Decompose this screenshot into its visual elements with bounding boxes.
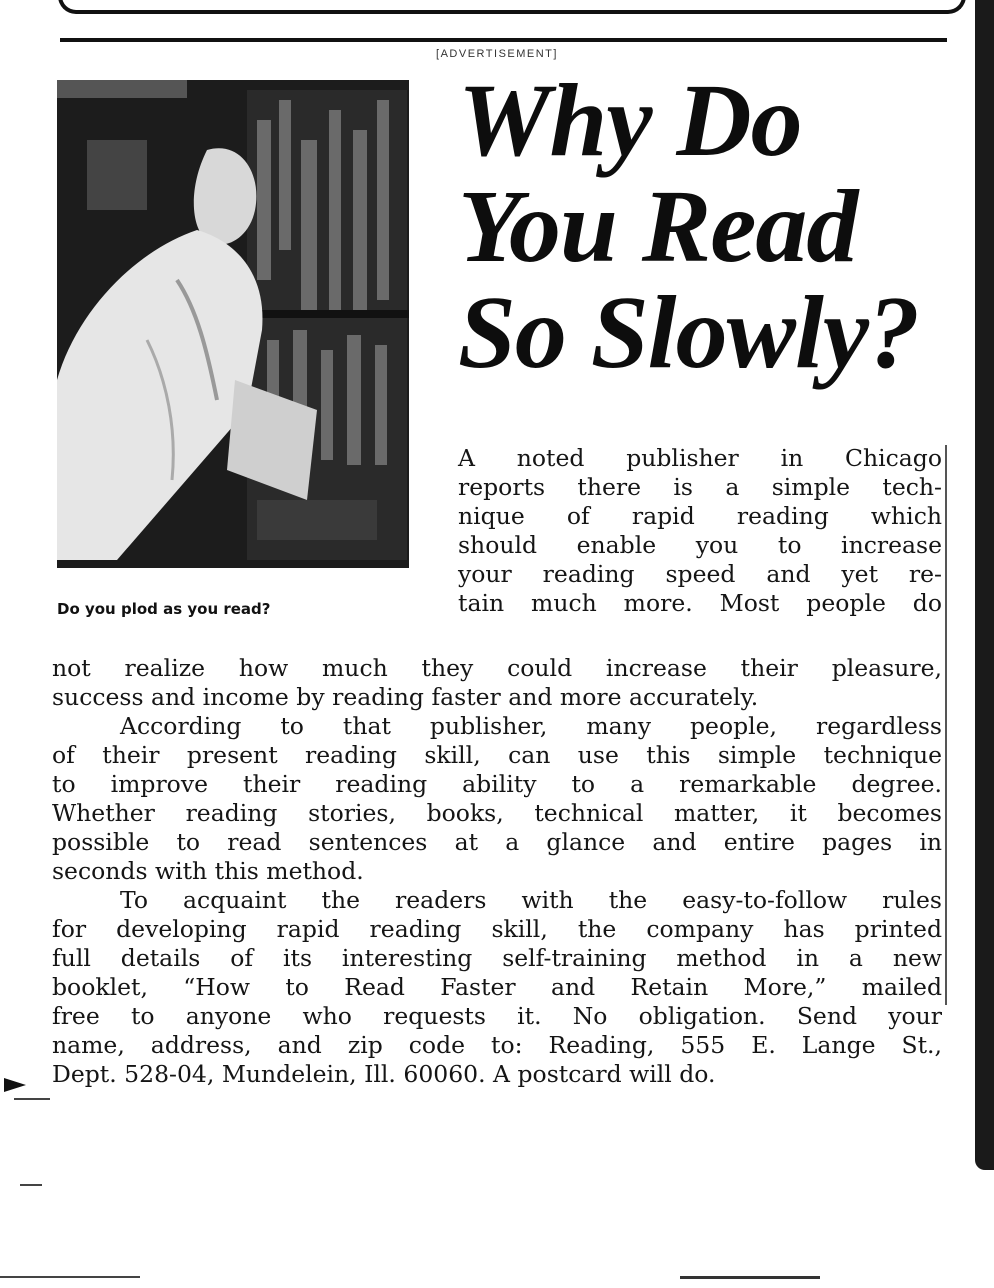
body-line: for developing rapid reading skill, the company has printed: [52, 915, 942, 943]
page-edge-bar: [975, 0, 994, 1170]
headline-line-1: Why Do: [458, 63, 802, 178]
advertisement-label: [ADVERTISEMENT]: [436, 48, 558, 60]
body-line: Dept. 528-04, Mundelein, Ill. 60060. A postcard will do.: [52, 1060, 716, 1088]
left-margin-mark: [14, 1098, 50, 1100]
body-line: full details of its interesting self-training method in a new: [52, 944, 942, 972]
arrow-pointer-icon: [4, 1078, 26, 1092]
lead-line: reports there is a simple tech-: [458, 473, 942, 501]
body-line: success and income by reading faster and more accurately.: [52, 683, 759, 711]
body-line: of their present reading skill, can use this simple technique: [52, 741, 942, 769]
lead-line: tain much more. Most people do: [458, 589, 942, 617]
bottom-left-mark: [20, 1184, 42, 1186]
bottom-rule-left: [0, 1276, 140, 1278]
body-line: Whether reading stories, books, technical matter, it becomes: [52, 799, 942, 827]
body-line: possible to read sentences at a glance and entire pages in: [52, 828, 942, 856]
body-line: not realize how much they could increase their pleasure,: [52, 654, 942, 682]
body-line: booklet, “How to Read Faster and Retain More,” mailed: [52, 973, 942, 1001]
lead-paragraph: [458, 444, 942, 618]
top-rule: [60, 38, 947, 42]
body-line: According to that publisher, many people, regardless: [120, 712, 942, 740]
headline: [458, 63, 958, 390]
lead-line: nique of rapid reading which: [458, 502, 942, 530]
body-line: to improve their reading ability to a remarkable degree.: [52, 770, 942, 798]
lead-line: your reading speed and yet re-: [458, 560, 942, 588]
body-line: To acquaint the readers with the easy-to-follow rules: [120, 886, 942, 914]
lead-line: A noted publisher in Chicago: [458, 444, 942, 472]
body-paragraphs: [52, 654, 942, 1089]
body-line: free to anyone who requests it. No obligation. Send your: [52, 1002, 942, 1030]
right-column-rule: [945, 445, 947, 1005]
photo-caption: Do you plod as you read?: [57, 600, 271, 618]
top-frame-border: [58, 0, 966, 14]
man-reading-photo: [57, 80, 409, 568]
headline-line-3: So Slowly?: [458, 275, 919, 390]
headline-line-2: You Read: [458, 169, 858, 284]
lead-line: should enable you to increase: [458, 531, 942, 559]
body-line: seconds with this method.: [52, 857, 364, 885]
body-line: name, address, and zip code to: Reading, 555 E. Lange St.,: [52, 1031, 942, 1059]
bottom-rule-right: [680, 1276, 820, 1279]
